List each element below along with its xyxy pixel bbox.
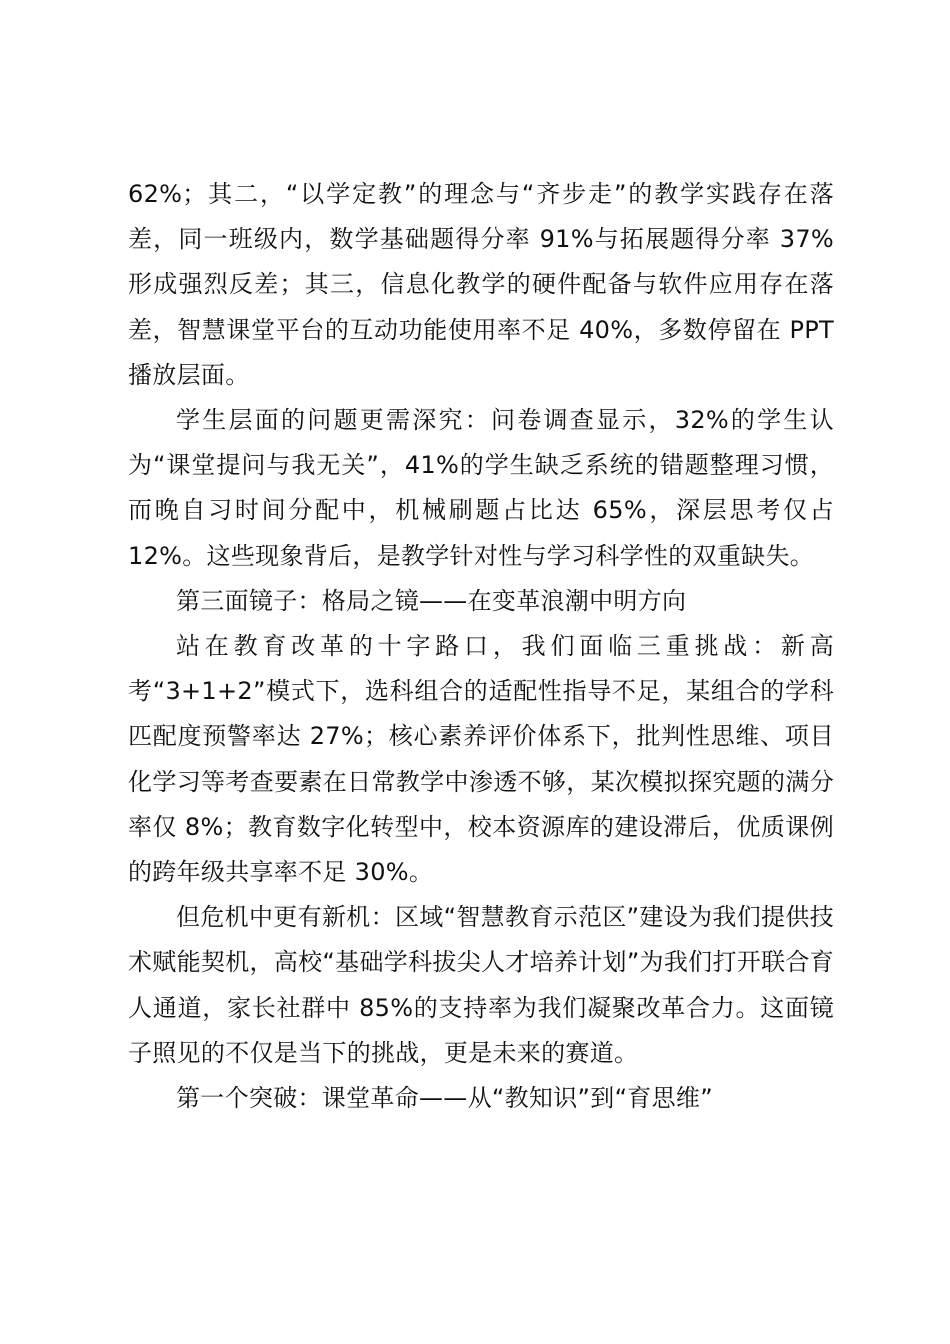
paragraph-challenges: 站在教育改革的十字路口，我们面临三重挑战：新高考“3+1+2”模式下，选科组合的适配性指导不足，某组合的学科匹配度预警率达 27%；核心素养评价体系下，批判性思维、项目化学习等考查要素在日常教学中渗透不够，某次模拟探究题的满分率仅 8%；教育数字化转型中，校本资源库的建设滞后，优质课例的跨年级共享率不足 30%。 bbox=[128, 632, 834, 887]
paragraph-continuation: 62%；其二，“以学定教”的理念与“齐步走”的教学实践存在落差，同一班级内，数学基础题得分率 91%与拓展题得分率 37%形成强烈反差；其三，信息化教学的硬件配备与软件应用存在落差，智慧课堂平台的互动功能使用率不足 40%，多数停留在 PPT 播放层面。 bbox=[128, 180, 834, 389]
paragraph-opportunities: 但危机中更有新机：区域“智慧教育示范区”建设为我们提供技术赋能契机，高校“基础学科拔尖人才培养计划”为我们打开联合育人通道，家长社群中 85%的支持率为我们凝聚改革合力。这面镜子照见的不仅是当下的挑战，更是未来的赛道。 bbox=[128, 903, 834, 1067]
section-heading-first-breakthrough: 第一个突破：课堂革命——从“教知识”到“育思维” bbox=[176, 1084, 713, 1113]
paragraph-student-issues: 学生层面的问题更需深究：问卷调查显示，32%的学生认为“课堂提问与我无关”，41%的学生缺乏系统的错题整理习惯，而晚自习时间分配中，机械刷题占比达 65%，深层思考仅占 12%。这些现象背后，是教学针对性与学习科学性的双重缺失。 bbox=[128, 406, 834, 570]
section-heading-third-mirror: 第三面镜子：格局之镜——在变革浪潮中明方向 bbox=[176, 586, 687, 615]
document-page bbox=[128, 172, 834, 1121]
